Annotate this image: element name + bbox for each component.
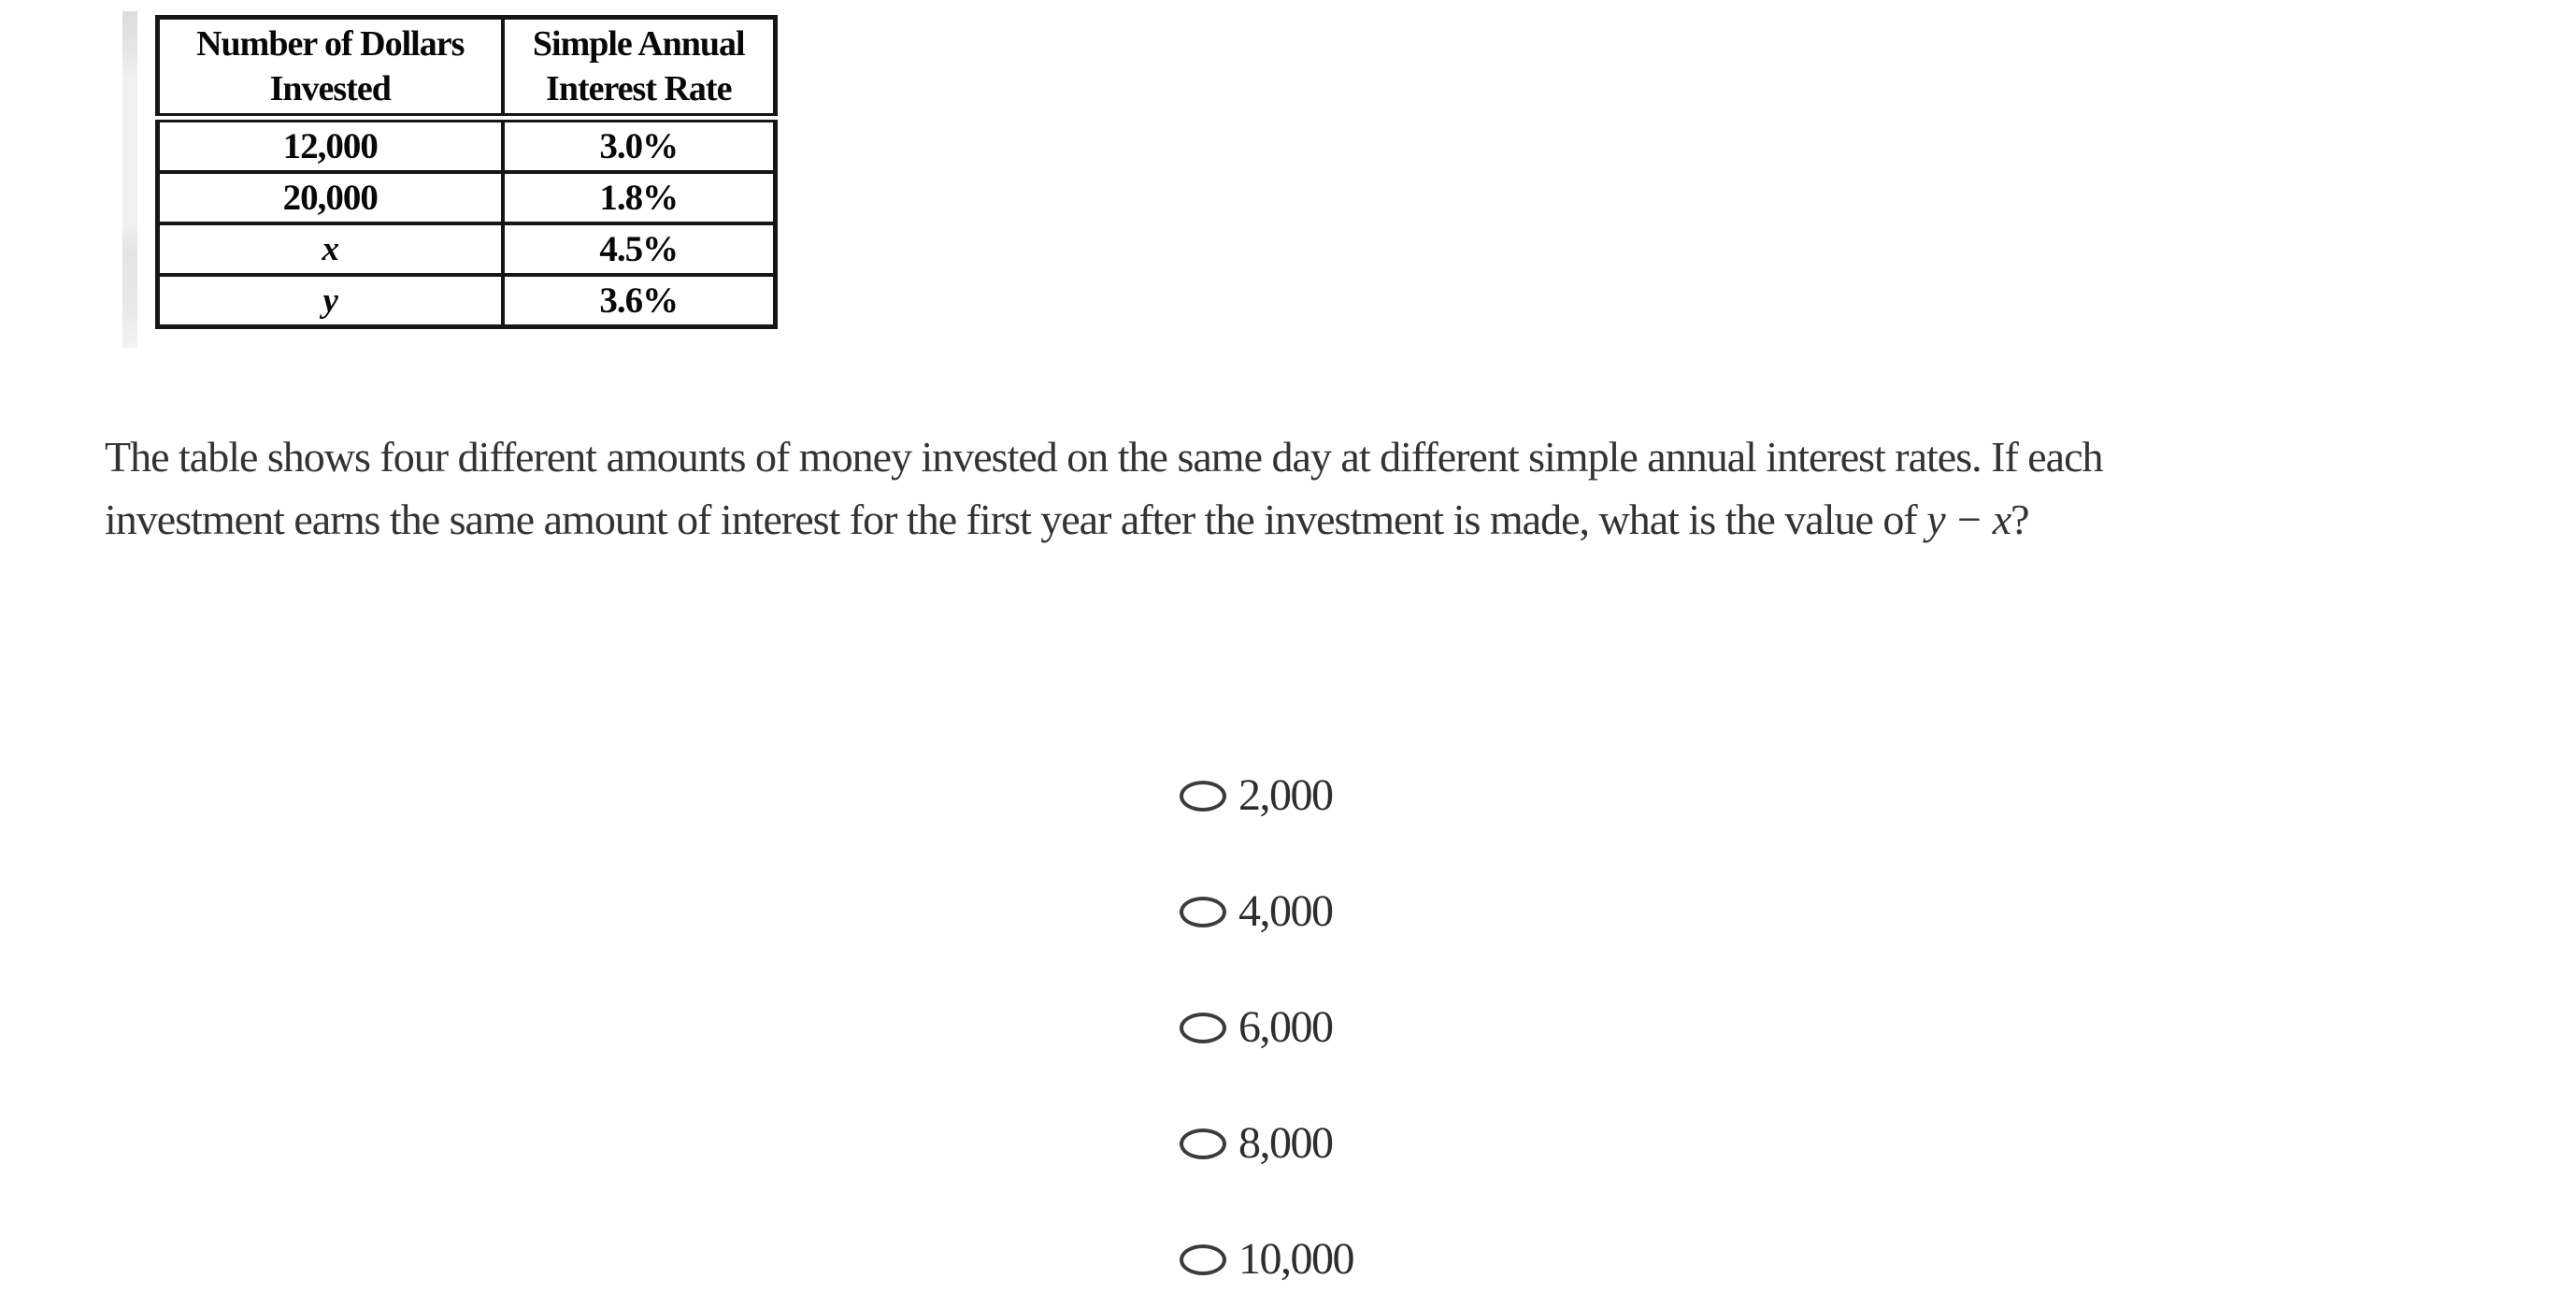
cell-invested-y: y: [158, 275, 503, 327]
cell-rate: 4.5%: [503, 223, 776, 275]
cell-rate: 3.0%: [503, 118, 776, 172]
scan-artifact: [122, 11, 137, 348]
cell-invested-x: x: [158, 223, 503, 275]
radio-oval-icon[interactable]: [1180, 1013, 1226, 1043]
choice-label: 10,000: [1238, 1234, 1353, 1284]
table-row: [158, 118, 776, 172]
table-header-rate: Simple Annual Interest Rate: [503, 18, 776, 119]
cell-rate: 3.6%: [503, 275, 776, 327]
choice-label: 4,000: [1238, 886, 1333, 936]
question-line-2-text: investment earns the same amount of interest for the first year after the investment is made, what is the value of: [105, 496, 1927, 543]
choice-label: 6,000: [1238, 1002, 1333, 1052]
choice-option-6000[interactable]: [1180, 999, 1353, 1056]
radio-oval-icon[interactable]: [1180, 781, 1226, 812]
table-header-row: [158, 18, 776, 119]
choice-label: 2,000: [1238, 770, 1333, 820]
choice-option-8000[interactable]: [1180, 1114, 1353, 1172]
choice-option-10000[interactable]: [1180, 1230, 1353, 1288]
cell-invested: 12,000: [158, 118, 503, 172]
question-line-1: The table shows four different amounts of money invested on the same day at different simple annual interest rates. If each: [105, 433, 2103, 481]
table-header-invested: Number of Dollars Invested: [158, 18, 503, 119]
choice-option-4000[interactable]: [1180, 883, 1353, 941]
answer-choices: [1180, 767, 1353, 1288]
choice-option-2000[interactable]: [1180, 767, 1353, 825]
table-row: [158, 223, 776, 275]
radio-oval-icon[interactable]: [1180, 1128, 1226, 1159]
cell-invested: 20,000: [158, 172, 503, 223]
table-row: [158, 275, 776, 327]
question-text: [105, 425, 2423, 551]
question-line-2: [105, 488, 2423, 551]
radio-oval-icon[interactable]: [1180, 897, 1226, 927]
table-row: [158, 172, 776, 223]
math-expression: y − x: [1926, 496, 2011, 543]
cell-rate: 1.8%: [503, 172, 776, 223]
question-mark: ?: [2011, 496, 2029, 543]
investment-table: [155, 15, 778, 329]
radio-oval-icon[interactable]: [1180, 1244, 1226, 1275]
choice-label: 8,000: [1238, 1118, 1333, 1168]
